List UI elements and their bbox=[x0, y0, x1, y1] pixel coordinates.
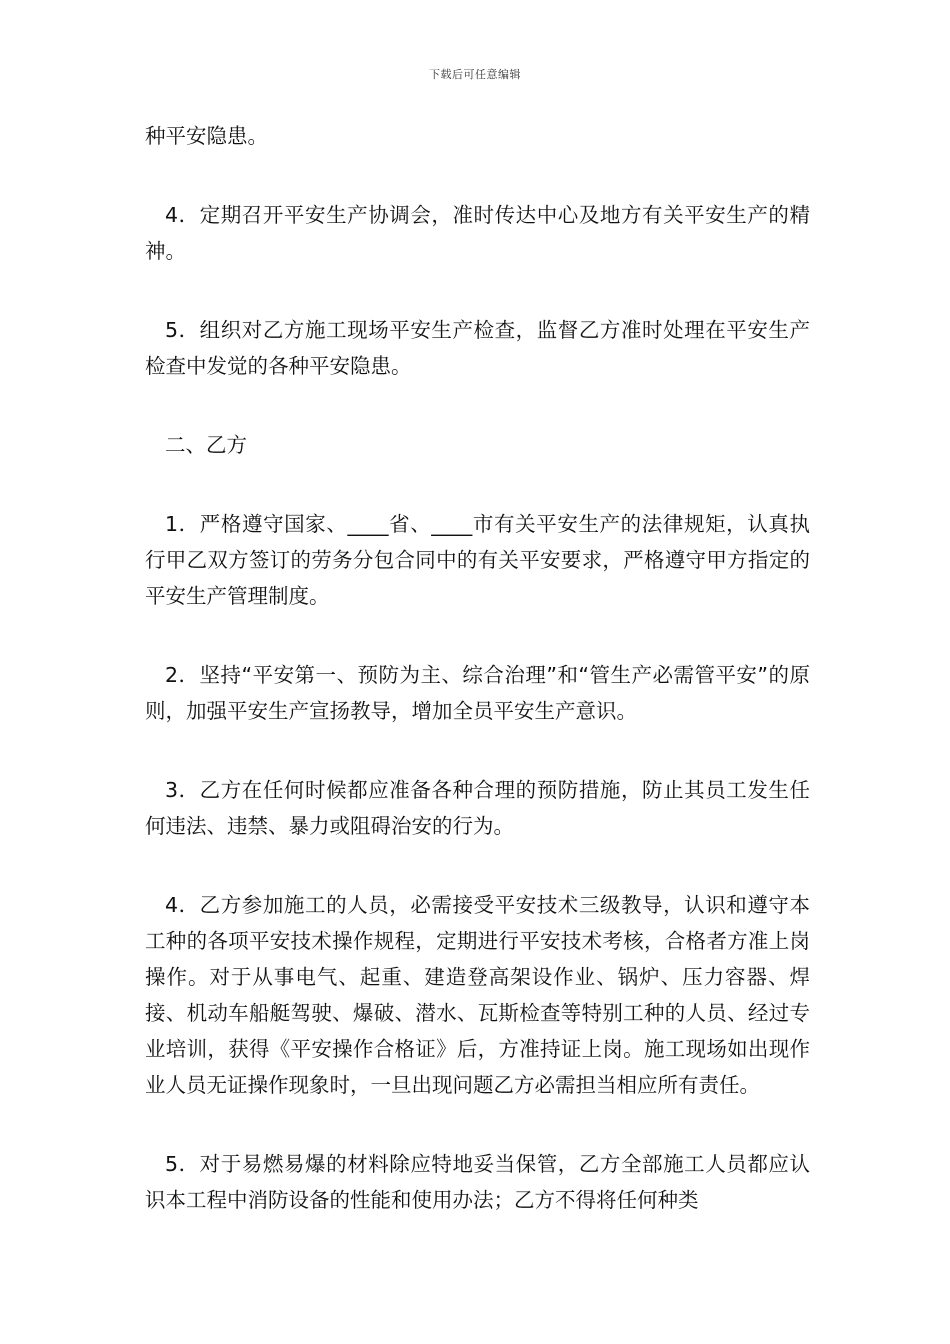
paragraph-b5: 5．对于易燃易爆的材料除应特地妥当保管，乙方全部施工人员都应认识本工程中消防设备的性能和使用办法；乙方不得将任何种类 bbox=[145, 1152, 810, 1212]
paragraph-b2: 2．坚持“平安第一、预防为主、综合治理”和“管生产必需管平安”的原则，加强平安生产宣扬教导，增加全员平安生产意识。 bbox=[145, 663, 810, 723]
paragraph-a4: 4．定期召开平安生产协调会，准时传达中心及地方有关平安生产的精神。 bbox=[145, 203, 810, 263]
paragraph-b1: 1．严格遵守国家、____省、____市有关平安生产的法律规矩，认真执行甲乙双方签订的劳务分包合同中的有关平安要求，严格遵守甲方指定的平安生产管理制度。 bbox=[145, 512, 810, 608]
document-body bbox=[145, 118, 810, 1218]
section-heading-party-b: 二、乙方 bbox=[165, 433, 247, 457]
paragraph-b4: 4．乙方参加施工的人员，必需接受平安技术三级教导，认识和遵守本工种的各项平安技术操作规程，定期进行平安技术考核，合格者方准上岗操作。对于从事电气、起重、建造登高架设作业、锅炉、压力容器、焊接、机动车船艇驾驶、爆破、潜水、瓦斯检查等特别工种的人员、经过专业培训，获得《平安操作合格证》后，方准持证上岗。施工现场如出现作业人员无证操作现象时，一旦出现问题乙方必需担当相应所有责任。 bbox=[145, 893, 810, 1097]
paragraph-b3: 3．乙方在任何时候都应准备各种合理的预防措施，防止其员工发生任何违法、违禁、暴力或阻碍治安的行为。 bbox=[145, 778, 810, 838]
page-header: 下载后可任意编辑 bbox=[429, 68, 521, 81]
paragraph-a5: 5．组织对乙方施工现场平安生产检查，监督乙方准时处理在平安生产检查中发觉的各种平安隐患。 bbox=[145, 318, 810, 378]
paragraph-continuation: 种平安隐患。 bbox=[145, 124, 268, 148]
